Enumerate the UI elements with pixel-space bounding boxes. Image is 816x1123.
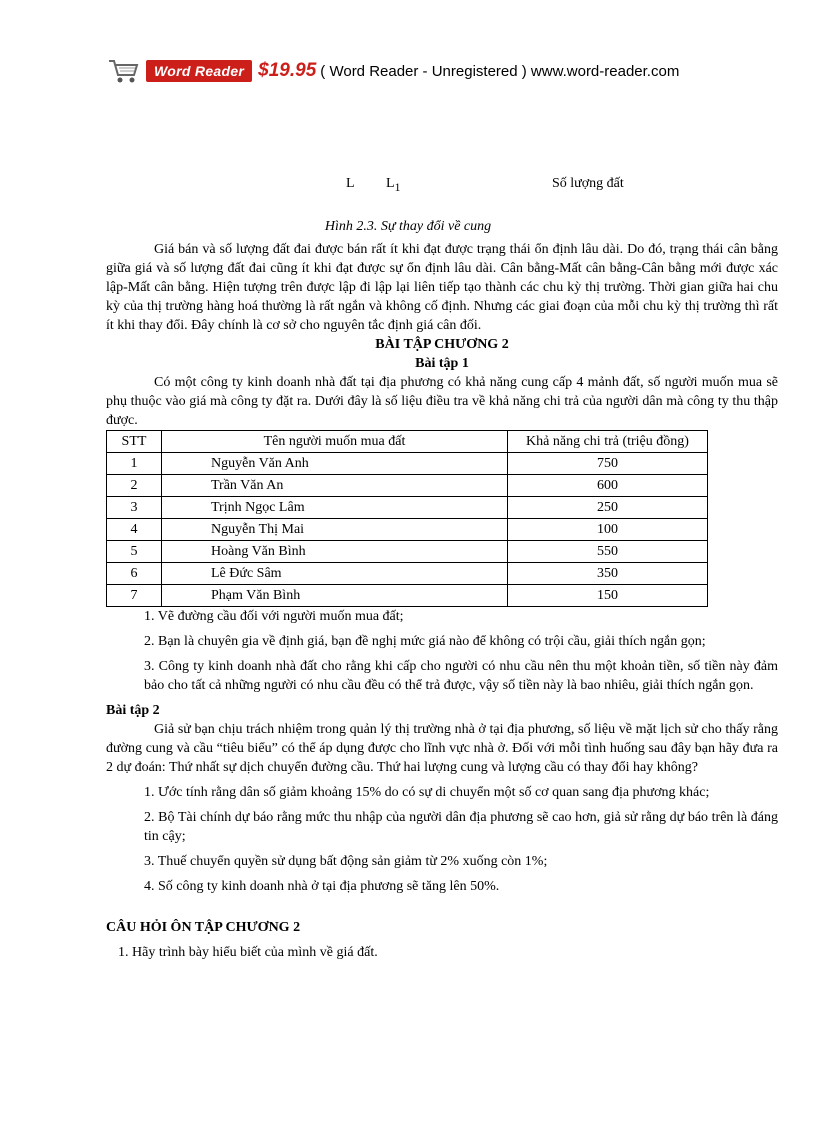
table-cell: Nguyễn Thị Mai <box>162 519 508 541</box>
table-row <box>107 519 708 541</box>
table-cell: Lê Đức Sâm <box>162 563 508 585</box>
table-cell: 250 <box>508 497 708 519</box>
exercise-1-title: Bài tập 1 <box>415 356 469 371</box>
buyer-table <box>106 430 708 607</box>
review-questions-title: CÂU HỎI ÔN TẬP CHƯƠNG 2 <box>106 920 301 935</box>
exercise-2-item: 3. Thuế chuyển quyền sử dụng bất động sản giảm từ 2% xuống còn 1%; <box>144 854 548 869</box>
table-cell: 3 <box>107 497 162 519</box>
axis-label-l: L <box>346 176 355 191</box>
table-cell: 600 <box>508 475 708 497</box>
table-cell: Phạm Văn Bình <box>162 585 508 607</box>
figure-caption: Hình 2.3. Sự thay đổi về cung <box>324 219 492 234</box>
table-cell: 750 <box>508 453 708 475</box>
word-reader-banner <box>108 56 679 86</box>
table-cell: 5 <box>107 541 162 563</box>
exercise-2-item: 1. Ước tính rằng dân số giảm khoảng 15% do có sự di chuyển một số cơ quan sang địa phương khác; <box>144 785 710 800</box>
table-header: STT <box>107 431 162 453</box>
axis-label-l1-sub: 1 <box>394 180 401 194</box>
table-cell: 7 <box>107 585 162 607</box>
table-row <box>107 497 708 519</box>
table-cell: 150 <box>508 585 708 607</box>
unregistered-notice[interactable]: ( Word Reader - Unregistered ) www.word-reader.com <box>320 62 680 80</box>
paragraph-market-cycle: Giá bán và số lượng đất đai được bán rất ít khi đạt được trạng thái ổn định lâu dài. Do đó, trạng thái cân bằng giữa giá và số lượng đất đai cũng ít khi đạt được sự ổn định lâu dài. Cân bằng-Mất cân bằng-Cân bằng mới được xác lập-Mất cân bằng. Hiện tượng trên được lập đi lập lại liên tiếp tạo thành các chu kỳ thị trường. Thời gian giữa hai chu kỳ của thị trường hàng hoá thường là rất ngắn và không cố định. Nhưng các giai đoạn của mỗi chu kỳ thị trường thì rất ít khi thay đổi. Đây chính là cơ sở cho nguyên tắc định giá cân đối. <box>106 242 778 333</box>
exercise-1-item: 2. Bạn là chuyên gia về định giá, bạn đề nghị mức giá nào để không có trội cầu, giải thích ngắn gọn; <box>144 634 706 649</box>
table-cell: Nguyễn Văn Anh <box>162 453 508 475</box>
table-cell: 1 <box>107 453 162 475</box>
exercise-1-item: 3. Công ty kinh doanh nhà đất cho rằng khi cấp cho người có nhu cầu nên thu một khoản tiền, số tiền này đảm bảo cho tất cả những người có nhu cầu đều có thể trả được, vậy số tiền này là bao nhiêu, giải thích ngắn gọn. <box>144 659 778 693</box>
exercise-1-item: 1. Vẽ đường cầu đối với người muốn mua đất; <box>144 609 404 624</box>
axis-label-l1 <box>386 176 400 194</box>
table-cell: 4 <box>107 519 162 541</box>
exercise-2-item: 2. Bộ Tài chính dự báo rằng mức thu nhập của người dân địa phương sẽ cao hơn, giả sử rằng dự báo trên là đáng tin cậy; <box>144 810 778 844</box>
exercise-1-intro: Có một công ty kinh doanh nhà đất tại địa phương có khả năng cung cấp 4 mảnh đất, số người muốn mua sẽ phụ thuộc vào giá mà công ty đặt ra. Dưới đây là số liệu điều tra về khả năng chi trả của người dân mà công ty thu thập được. <box>106 375 778 428</box>
table-cell: Trịnh Ngọc Lâm <box>162 497 508 519</box>
table-cell: 550 <box>508 541 708 563</box>
table-cell: 2 <box>107 475 162 497</box>
table-cell: 350 <box>508 563 708 585</box>
table-header-row <box>107 431 708 453</box>
axis-label-l1-base: L <box>386 176 395 191</box>
table-row <box>107 475 708 497</box>
exercise-2-title: Bài tập 2 <box>106 703 160 718</box>
table-header: Tên người muốn mua đất <box>162 431 508 453</box>
exercise-2-intro: Giả sử bạn chịu trách nhiệm trong quản lý thị trường nhà ở tại địa phương, số liệu về mặt lịch sử cho thấy rằng đường cung và cầu “tiêu biểu” có thể áp dụng được cho lĩnh vực nhà ở. Đối với mỗi tình huống sau đây bạn hãy đưa ra 2 dự đoán: Thứ nhất sự dịch chuyển đường cầu. Thứ hai lượng cung và lượng cầu có thay đổi hay không? <box>106 722 778 775</box>
review-question-item: 1. Hãy trình bày hiểu biết của mình về giá đất. <box>118 945 378 960</box>
table-row <box>107 585 708 607</box>
table-row <box>107 541 708 563</box>
table-cell: 100 <box>508 519 708 541</box>
document-body <box>106 240 778 962</box>
chapter-exercise-title: BÀI TẬP CHƯƠNG 2 <box>375 337 509 352</box>
table-cell: Hoàng Văn Bình <box>162 541 508 563</box>
table-header: Khả năng chi trả (triệu đồng) <box>508 431 708 453</box>
table-cell: Trần Văn An <box>162 475 508 497</box>
shopping-cart-icon <box>108 57 140 85</box>
word-reader-logo[interactable]: Word Reader <box>146 60 252 82</box>
table-row <box>107 563 708 585</box>
price-label: $19.95 <box>258 60 317 81</box>
table-cell: 6 <box>107 563 162 585</box>
exercise-2-item: 4. Số công ty kinh doanh nhà ở tại địa phương sẽ tăng lên 50%. <box>144 879 500 894</box>
table-row <box>107 453 708 475</box>
axis-label-quantity: Số lượng đất <box>552 176 624 191</box>
